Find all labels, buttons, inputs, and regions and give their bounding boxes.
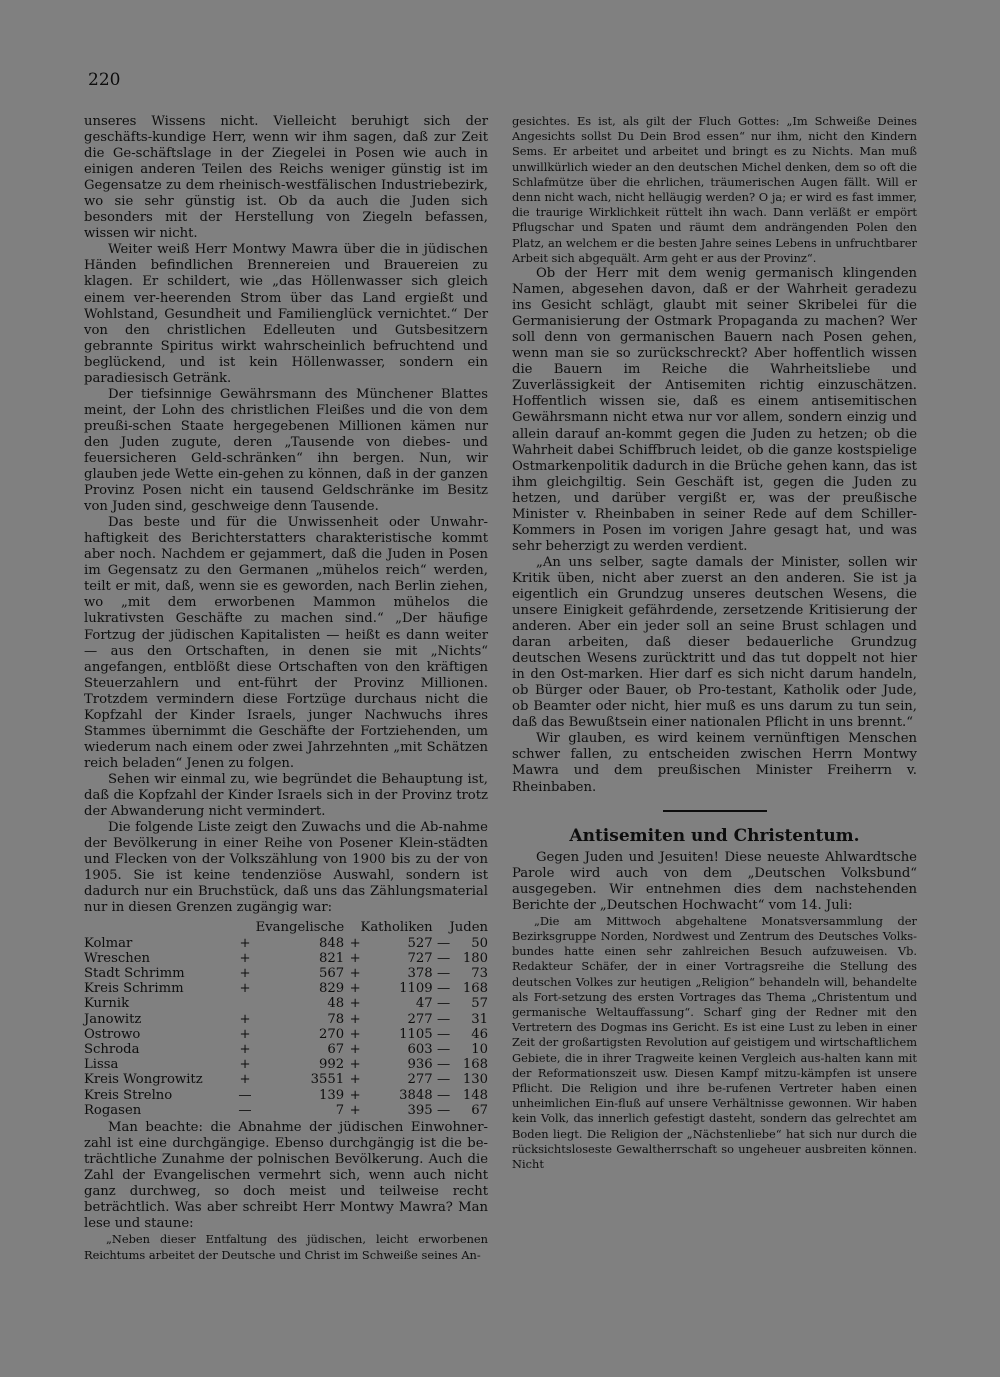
paragraph: Die folgende Liste zeigt den Zuwachs und die Ab-nahme der Bevölkerung in einer Reihe von Posener Klein-städten und Flecken von der Volkszählung von 1900 bis zu der von 1905. Sie ist keine tendenziöse Auswahl, sondern ist dadurch nur ein Bruchstück, daß uns das Zählungsmaterial nur in diesen Grenzen zugängig war:: [84, 820, 488, 916]
table-cell-juden: 168: [462, 1057, 488, 1073]
table-cell-evangelische: 848: [319, 935, 345, 951]
table-cell-juden: 50: [471, 935, 488, 951]
table-row: [84, 1027, 488, 1042]
table-cell-place: Kolmar: [84, 935, 133, 951]
table-cell-evangelische: 7: [335, 1102, 345, 1118]
table-cell-evangelische: 829: [319, 981, 345, 997]
table-cell-sign: +: [239, 935, 251, 951]
table-cell-juden: 46: [471, 1026, 488, 1042]
table-body: [84, 936, 488, 1118]
table-cell-sign: +: [239, 1057, 251, 1073]
table-cell-sign: +: [349, 1011, 361, 1027]
paragraph: „An uns selber, sagte damals der Minister, sollen wir Kritik üben, nicht aber zuerst an den anderen. Sie ist ja eigentlich ein Grundzug unseres deutschen Wesens, die unsere Einigkeit gefährdende, zersetzende Kritisierung der anderen. Aber ein jeder soll an seine Brust schlagen und daran arbeiten, daß dieser bedauerliche Grundzug deutschen Wesens zurücktritt und das tut doppelt not hier in den Ost-marken. Hier darf es sich nicht darum handeln, ob Bürger oder Bauer, ob Pro-testant, Katholik oder Jude, ob Beamter oder nicht, hier muß es uns darum zu tun sein, daß das Bewußtsein einer nationalen Pflicht in uns brennt.“: [512, 554, 917, 731]
table-header-place: [84, 920, 234, 935]
table-cell-sign: +: [239, 1041, 251, 1057]
table-cell-sign: —: [437, 996, 451, 1012]
table-cell-katholiken: 395: [407, 1102, 433, 1118]
paragraph: Weiter weiß Herr Montwy Mawra über die in jüdischen Händen befindlichen Brennereien und Brauereien zu klagen. Er schildert, wie „das Höllenwasser sich gleich einem ver-heerenden Strom über das Land ergießt und Wohlstand, Gesundheit und Familienglück vernichtet.“ Der von den christlichen Edelleuten und Gutsbesitzern gebrannte Spiritus wirkt wahrscheinlich befruchtend und beglückend, und ist kein Höllenwasser, sondern ein paradiesisch Getränk.: [84, 242, 488, 386]
paragraph: Gegen Juden und Jesuiten! Diese neueste Ahlwardtsche Parole wird auch von dem „Deutschen Volksbund“ ausgegeben. Wir entnehmen dies dem nachstehenden Berichte der „Deutschen Hochwacht“ vom 14. Juli:: [512, 849, 917, 913]
section-divider: [663, 810, 767, 812]
table-cell-sign: +: [239, 1072, 251, 1088]
table-cell-place: Kreis Schrimm: [84, 981, 184, 997]
table-cell-sign: +: [349, 981, 361, 997]
quote-paragraph: „Neben dieser Entfaltung des jüdischen, leicht erworbenen Reichtums arbeitet der Deutsche und Christ im Schweiße seines An-: [84, 1232, 488, 1262]
table-cell-katholiken: 727: [407, 950, 433, 966]
table-row: [84, 1057, 488, 1072]
table-cell-evangelische: 78: [327, 1011, 345, 1027]
table-row: [84, 1012, 488, 1027]
quote-block: [512, 114, 917, 266]
table-cell-evangelische: 67: [327, 1041, 345, 1057]
table-cell-sign: +: [349, 1057, 361, 1073]
table-cell-juden: 148: [462, 1087, 488, 1103]
table-cell-sign: —: [437, 1057, 451, 1073]
table-cell-sign: —: [437, 1011, 451, 1027]
table-header-evangelische: Evangelische: [255, 920, 345, 936]
table-cell-sign: +: [239, 950, 251, 966]
paragraph: Ob der Herr mit dem wenig germanisch klingenden Namen, abgesehen davon, daß er der Wahrheit geradezu ins Gesicht schlägt, glaubt mit seiner Skribelei für die Germanisierung der Ostmark Propaganda zu machen? Wer soll denn von germanischen Bauern nach Posen gehen, wenn man sie so zurückschreckt? Aber hoffentlich wissen die Bauern im Reiche die Wahrheitsliebe und Zuverlässigkeit der Antisemiten richtig einzuschätzen. Hoffentlich wissen sie, daß es einem antisemitischen Gewährsmann nicht etwa nur vor allem, sondern einzig und allein darauf an-kommt gegen die Juden zu hetzen; ob die Wahrheit dabei Schiffbruch leidet, ob die ganze kostspielige Ostmarkenpolitik dadurch in die Brüche gehen kann, das ist ihm gleichgiltig. Sein Geschäft ist, gegen die Juden zu hetzen, und darüber vergißt er, was der preußische Minister v. Rheinbaben in seiner Rede auf dem Schiller-Kommers in Posen im vorigen Jahre gesagt hat, und was sehr beherzigt zu werden verdient.: [512, 266, 917, 554]
table-cell-sign: —: [437, 1102, 451, 1118]
table-cell-katholiken: 47: [415, 996, 433, 1012]
table-cell-place: Ostrowo: [84, 1026, 141, 1042]
table-cell-sign: —: [238, 1087, 252, 1103]
table-cell-evangelische: 139: [319, 1087, 345, 1103]
quote-paragraph: „Die am Mittwoch abgehaltene Monatsversammlung der Bezirksgruppe Norden, Nordwest und Zentrum des Deutsches Volks-bundes hatte einen sehr zahlreichen Besuch aufzuweisen. Vb. Redakteur Schäfer, der in einer Vortragsreihe die Stellung des deutschen Volkes zur heutigen „Religion“ behandeln will, behandelte als Fort-setzung des ersten Vortrages das Thema „Christentum und germanische Weltauffassung“. Scharf ging der Redner mit den Vertretern des Dogmas ins Gericht. Es ist eine Lust zu leben in einer Zeit der großartigsten Revolution auf geistigem und wirtschaftlichem Gebiete, die in ihrer Tragweite keinen Vergleich aus-halten kann mit der Reformationszeit usw. Diesen Kampf mitzu-kämpfen ist unsere Pflicht. Die Religion und ihre be-rufenen Vertreter haben einen unheimlichen Ein-fluß auf unsere Verhältnisse gewonnen. Wir haben kein Volk, das innerlich gefestigt dasteht, sondern das gelrechtet am Boden liegt. Die Religion der „Nächstenliebe“ hat sich nur durch die rücksichtsloseste Gewaltherrschaft so ungeheuer ausbreiten können. Nicht: [512, 913, 917, 1172]
population-table: [84, 920, 488, 1118]
table-row: [84, 996, 488, 1011]
table-cell-evangelische: 48: [327, 996, 345, 1012]
table-cell-place: Janowitz: [84, 1011, 142, 1027]
table-cell-evangelische: 992: [319, 1057, 345, 1073]
table-cell-place: Schroda: [84, 1041, 140, 1057]
section-heading: Antisemiten und Christentum.: [569, 825, 860, 846]
page-number: 220: [88, 70, 121, 90]
table-cell-juden: 73: [471, 965, 488, 981]
table-cell-juden: 180: [462, 950, 488, 966]
table-cell-juden: 31: [471, 1011, 488, 1027]
paragraph: Man beachte: die Abnahme der jüdischen Einwohner-zahl ist eine durchgängige. Ebenso durchgängig ist die be-trächtliche Zunahme der polnischen Bevölkerung. Auch die Zahl der Evangelischen vermehrt sich, wenn auch nicht ganz durchweg, so doch meist und teilweise recht beträchtlich. Was aber schreibt Herr Montwy Mawra? Man lese und staune:: [84, 1119, 488, 1232]
table-cell-sign: —: [437, 935, 451, 951]
table-cell-sign: +: [349, 935, 361, 951]
table-cell-sign: —: [437, 950, 451, 966]
table-cell-sign: +: [349, 1026, 361, 1042]
table-cell-place: Wreschen: [84, 950, 151, 966]
table-cell-sign: +: [239, 1026, 251, 1042]
table-cell-sign: —: [437, 1026, 451, 1042]
table-cell-sign: +: [239, 965, 251, 981]
table-cell-evangelische: 3551: [310, 1072, 345, 1088]
table-row: [84, 1072, 488, 1087]
table-row: [84, 1042, 488, 1057]
table-cell-katholiken: 277: [407, 1011, 433, 1027]
paragraph: Der tiefsinnige Gewährsmann des Münchener Blattes meint, der Lohn des christlichen Fleißes und die von dem preußi-schen Staate hergegebenen Millionen kämen nur den Juden zugute, deren „Tausende von diebes- und feuersicheren Geld-schränken“ ihn bergen. Nun, wir glauben jede Wette ein-gehen zu können, daß in der ganzen Provinz Posen nicht ein tausend Geldschränke im Besitz von Juden sind, geschweige denn Tausende.: [84, 386, 488, 515]
table-cell-place: Kreis Wongrowitz: [84, 1072, 203, 1088]
table-header-juden: Juden: [449, 920, 488, 936]
table-cell-place: Rogasen: [84, 1102, 142, 1118]
table-header-row: [84, 920, 488, 935]
table-cell-katholiken: 1109: [399, 981, 433, 997]
table-cell-katholiken: 277: [407, 1072, 433, 1088]
table-cell-katholiken: 1105: [399, 1026, 433, 1042]
paragraph: unseres Wissens nicht. Vielleicht beruhigt sich der geschäfts-kundige Herr, wenn wir ihm sagen, daß zur Zeit die Ge-schäftslage in der Ziegelei in Posen wie auch in einigen anderen Teilen des Reichs weniger günstig ist im Gegensatze zu dem rheinisch-westfälischen Industriebezirk, wo sie sehr günstig ist. Ob da auch die Juden sich besonders mit der Herstellung von Ziegeln befassen, wissen wir nicht.: [84, 114, 488, 242]
table-cell-juden: 57: [471, 996, 488, 1012]
table-cell-sign: —: [437, 1041, 451, 1057]
table-cell-katholiken: 3848: [399, 1087, 433, 1103]
table-cell-sign: +: [349, 1072, 361, 1088]
quote-paragraph: gesichtes. Es ist, als gilt der Fluch Gottes: „Im Schweiße Deines Angesichts sollst Du Dein Brod essen“ nur ihm, nicht den Kindern Sems. Er arbeitet und arbeitet und bringt es zu Nichts. Man muß unwillkürlich wieder an den deutschen Michel denken, dem so oft die Schlafmütze über die ehrlichen, träumerischen Augen fällt. Will er denn nicht wach, nicht helläugig werden? O ja; er wird es fast immer, die traurige Wirklichkeit rüttelt ihn wach. Dann verläßt er empört Pflugschar und Spaten und räumt dem andrängenden Polen den Platz, an welchem er die besten Jahre seines Lebens in unfruchtbarer Arbeit sich abgequält. Arm geht er aus der Provinz“.: [512, 114, 917, 265]
table-cell-sign: +: [349, 996, 361, 1012]
table-cell-place: Kurnik: [84, 996, 130, 1012]
table-cell-sign: +: [349, 950, 361, 966]
table-cell-sign: +: [349, 965, 361, 981]
table-cell-juden: 130: [462, 1072, 488, 1088]
table-cell-katholiken: 936: [407, 1057, 433, 1073]
table-cell-juden: 67: [471, 1102, 488, 1118]
table-cell-katholiken: 603: [407, 1041, 433, 1057]
table-cell-evangelische: 270: [319, 1026, 345, 1042]
table-cell-sign: —: [437, 965, 451, 981]
left-column: [84, 114, 488, 1263]
table-cell-sign: —: [238, 1102, 252, 1118]
paragraph: Sehen wir einmal zu, wie begründet die Behauptung ist, daß die Kopfzahl der Kinder Israels sich in der Provinz trotz der Abwanderung nicht vermindert.: [84, 771, 488, 820]
table-cell-place: Kreis Strelno: [84, 1087, 173, 1103]
table-cell-sign: +: [349, 1087, 361, 1103]
table-cell-place: Lissa: [84, 1057, 119, 1073]
table-cell-katholiken: 527: [407, 935, 433, 951]
table-row: [84, 981, 488, 996]
table-cell-sign: +: [349, 1102, 361, 1118]
table-cell-evangelische: 821: [319, 950, 345, 966]
table-row: [84, 1103, 488, 1118]
table-cell-katholiken: 378: [407, 965, 433, 981]
table-cell-sign: —: [437, 1087, 451, 1103]
table-cell-juden: 168: [462, 981, 488, 997]
table-row: [84, 936, 488, 951]
table-row: [84, 1088, 488, 1103]
table-row: [84, 951, 488, 966]
right-column: [512, 114, 917, 1172]
table-cell-sign: +: [239, 1011, 251, 1027]
table-row: [84, 966, 488, 981]
paragraph: Wir glauben, es wird keinem vernünftigen Menschen schwer fallen, zu entscheiden zwischen Herrn Montwy Mawra und dem preußischen Minister Freiherrn v. Rheinbaben.: [512, 731, 917, 795]
table-cell-sign: —: [437, 1072, 451, 1088]
table-header-katholiken: Katholiken: [360, 920, 433, 936]
table-cell-juden: 10: [471, 1041, 488, 1057]
table-cell-sign: +: [239, 981, 251, 997]
table-cell-sign: [234, 996, 256, 1011]
table-cell-sign: +: [349, 1041, 361, 1057]
table-cell-evangelische: 567: [319, 965, 345, 981]
paragraph: Das beste und für die Unwissenheit oder Unwahr-haftigkeit des Berichterstatters charakteristische kommt aber noch. Nachdem er gejammert, daß die Juden in Posen im Gegensatz zu den Germanen „mühelos reich“ werden, teilt er mit, daß, wenn sie es geworden, nach Berlin ziehen, wo „mit dem erworbenen Mammon mühelos die lukrativsten Geschäfte zu machen sind.“ „Der häufige Fortzug der jüdischen Kapitalisten — heißt es dann weiter — aus den Ortschaften, in denen sie mit „Nichts“ angefangen, entblößt diese Ortschaften von den kräftigen Steuerzahlern und ent-führt der Provinz Millionen. Trotzdem vermindern diese Fortzüge durchaus nicht die Kopfzahl der Kinder Israels, junger Nachwuchs ihres Stammes übernimmt die Geschäfte der Fortziehenden, um wiederum nach einem oder zwei Jahrzehnten „mit Schätzen reich beladen“ Jenen zu folgen.: [84, 515, 488, 771]
table-cell-sign: —: [437, 981, 451, 997]
table-cell-place: Stadt Schrimm: [84, 965, 185, 981]
